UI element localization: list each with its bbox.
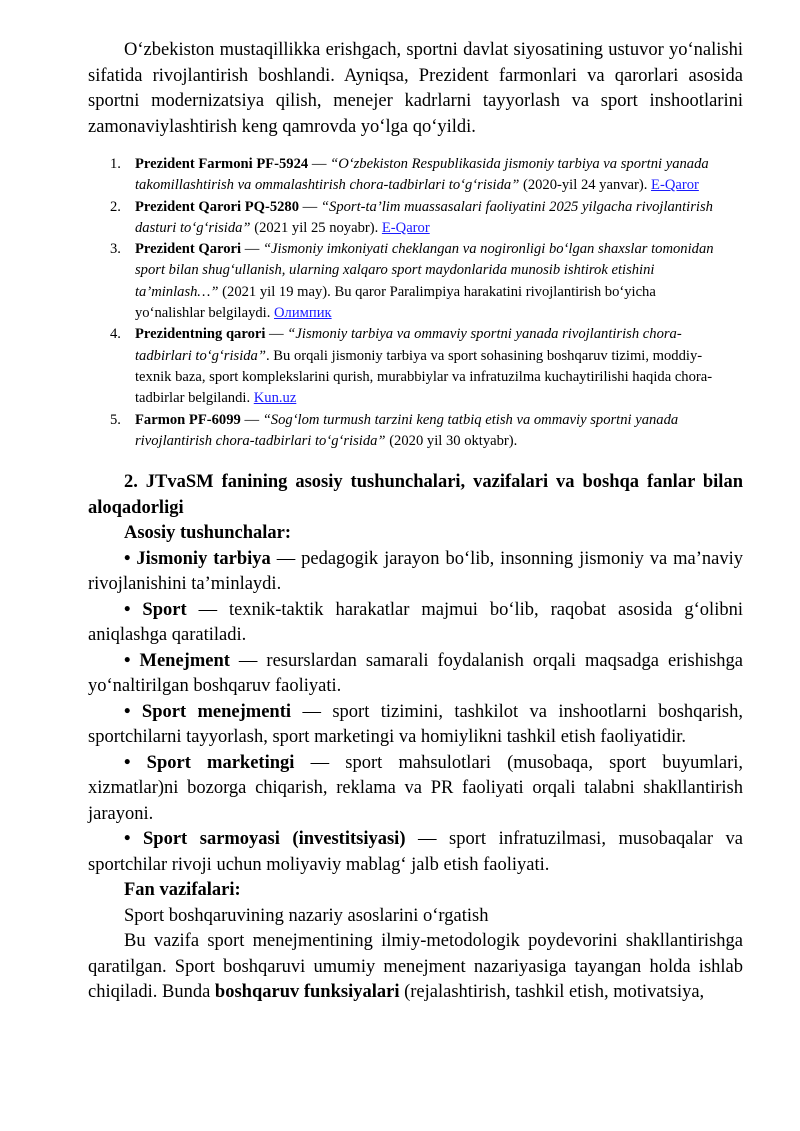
section-heading: 2. JTvaSM fanining asosiy tushunchalari, vazifalari va boshqa fanlar bilan aloqadorligi bbox=[88, 472, 743, 518]
law-title: Farmon PF-6099 bbox=[135, 411, 241, 428]
law-name: “Jismoniy tarbiya va ommaviy sportni yanada rivojlantirish chora-tadbirlari to‘g‘risida” bbox=[135, 326, 682, 364]
law-title: Prezidentning qarori bbox=[135, 326, 266, 343]
law-number: 2. bbox=[110, 198, 121, 215]
concept-definition: — sport mahsulotlari (musobaqa, sport buyumlari, xizmatlar)ni bozorga chiqarish, reklama va PR faoliyati orqali talabni shakllantirish jarayoni. bbox=[88, 752, 743, 824]
law-name: “O‘zbekiston Respublikasida jismoniy tarbiya va sportni yanada takomillashtirish va ommalashtirish chora-tadbirlari to‘g‘risida” bbox=[135, 156, 709, 194]
law-title: Prezident Qarori PQ-5280 bbox=[135, 198, 300, 215]
concept-item bbox=[88, 649, 743, 700]
law-number: 1. bbox=[110, 156, 121, 172]
law-item-2: 2. Prezident Qarori PQ-5280 — “Sport-ta’lim muassasalari faoliyatini 2025 yilgacha rivojlantirish dasturi to‘g‘risida” (2021 yil 25 noyabr). E-Qaror bbox=[110, 198, 713, 236]
concept-definition: — sport infratuzilmasi, musobaqalar va sportchilar rivoji uchun moliyaviy mablag‘ jalb etish faoliyati. bbox=[88, 829, 743, 875]
laws-list bbox=[88, 154, 743, 452]
concept-item bbox=[88, 827, 743, 878]
tasks-heading: Fan vazifalari: bbox=[124, 880, 241, 901]
concept-item bbox=[88, 751, 743, 828]
law-number: 5. bbox=[110, 411, 121, 428]
law-link[interactable]: E-Qaror bbox=[651, 177, 699, 194]
concept-item bbox=[88, 547, 743, 598]
document-page bbox=[88, 38, 743, 1006]
concept-definition: — pedagogik jarayon bo‘lib, insonning jismoniy va ma’naviy rivojlanishini ta’minlaydi. bbox=[88, 548, 743, 595]
concept-item bbox=[88, 598, 743, 649]
concept-definition: — texnik-taktik harakatlar majmui bo‘lib, raqobat asosida g‘olibni aniqlashga qaratiladi. bbox=[88, 599, 743, 646]
law-number: 3. bbox=[110, 241, 121, 258]
law-link[interactable]: E-Qaror bbox=[381, 219, 430, 236]
law-name: “Sport-ta’lim muassasalari faoliyatini 2025 yilgacha rivojlantirish dasturi to‘g‘risida” bbox=[135, 198, 713, 236]
law-item-3: 3. Prezident Qarori — “Jismoniy imkoniyati cheklangan va nogironligi bo‘lgan shaxslar tomonidan sport bilan shug‘ullanish, ularning xalqaro sport maydonlarida munosib ishtirok etishini ta’minlash…” (2021 yil 19 may). Bu qaror Paralimpiya harakatini rivojlantirish bo‘yicha yo‘nalishlar belgilaydi. Олимпик bbox=[110, 241, 714, 322]
concept-term: • Jismoniy tarbiya bbox=[124, 548, 271, 569]
concepts-heading: Asosiy tushunchalar: bbox=[124, 523, 292, 544]
law-name: “Jismoniy imkoniyati cheklangan va nogironligi bo‘lgan shaxslar tomonidan sport bilan shug‘ullanish, ularning xalqaro sport maydonlarida munosib ishtirok etishini ta’minlash…” bbox=[135, 241, 714, 300]
task-title: Sport boshqaruvining nazariy asoslarini o‘rgatish bbox=[124, 905, 489, 926]
concept-term: • Menejment bbox=[124, 650, 230, 671]
law-link[interactable]: Kun.uz bbox=[253, 390, 297, 407]
bold-term: boshqaruv funksiyalari bbox=[214, 982, 400, 1003]
concept-term: • Sport menejmenti bbox=[124, 701, 292, 722]
law-item-5: 5. Farmon PF-6099 — “Sog‘lom turmush tarzini keng tatbiq etish va ommaviy sportni yanada rivojlantirish chora-tadbirlari to‘g‘risida” (2020 yil 30 oktyabr). bbox=[110, 411, 679, 449]
final-paragraph: Bu vazifa sport menejmentining ilmiy-metodologik poydevorini shakllantirishga qaratilgan. Sport boshqaruvi umumiy menejment nazariyasiga tayangan holda ishlab chiqiladi. Bunda boshqaruv funksiyalari (rejalashtirish, tashkil etish, motivatsiya, bbox=[88, 931, 743, 1003]
intro-paragraph: O‘zbekiston mustaqillikka erishgach, sportni davlat siyosatining ustuvor yo‘nalishi sifatida rivojlantirish boshlandi. Ayniqsa, Prezident farmonlari va qarorlari asosida sportni modernizatsiya qilish, menejer kadrlarni tayyorlash va sport inshootlarini zamonaviylashtirish keng qamrovda yo‘lga qo‘yildi. bbox=[88, 40, 743, 137]
law-number: 4. bbox=[110, 326, 121, 343]
concept-definition: — sport tizimini, tashkilot va inshootlarni boshqarish, sportchilarni tayyorlash, sport marketingi va homiylikni tashkil etish faoliyatidir. bbox=[88, 701, 743, 748]
concept-term: • Sport marketingi bbox=[124, 752, 295, 773]
concept-definition: — resurslardan samarali foydalanish orqali maqsadga erishishga yo‘naltirilgan boshqaruv faoliyati. bbox=[88, 650, 743, 697]
law-item-4: 4. Prezidentning qarori — “Jismoniy tarbiya va ommaviy sportni yanada rivojlantirish chora-tadbirlari to‘g‘risida”. Bu orqali jismoniy tarbiya va sport sohasining boshqaruv tizimi, moddiy-texnik baza, sport komplekslarini qurish, murabbiylar va infratuzilma kuchaytirilishi haqida chora-tadbirlar belgilandi. Kun.uz bbox=[110, 326, 713, 407]
law-title: Prezident Farmoni PF-5924 bbox=[135, 156, 309, 172]
law-title: Prezident Qarori bbox=[135, 241, 242, 258]
law-name: “Sog‘lom turmush tarzini keng tatbiq etish va ommaviy sportni yanada rivojlantirish chora-tadbirlari to‘g‘risida” bbox=[135, 411, 679, 449]
concept-term: • Sport bbox=[124, 599, 187, 620]
concept-item bbox=[88, 700, 743, 751]
concept-term: • Sport sarmoyasi (investitsiyasi) bbox=[124, 829, 406, 850]
law-item-1: 1. Prezident Farmoni PF-5924 — “O‘zbekiston Respublikasida jismoniy tarbiya va sportni yanada takomillashtirish va ommalashtirish chora-tadbirlari to‘g‘risida” (2020-yil 24 yanvar). E-Qaror bbox=[110, 156, 709, 194]
law-link[interactable]: Олимпик bbox=[274, 305, 332, 322]
